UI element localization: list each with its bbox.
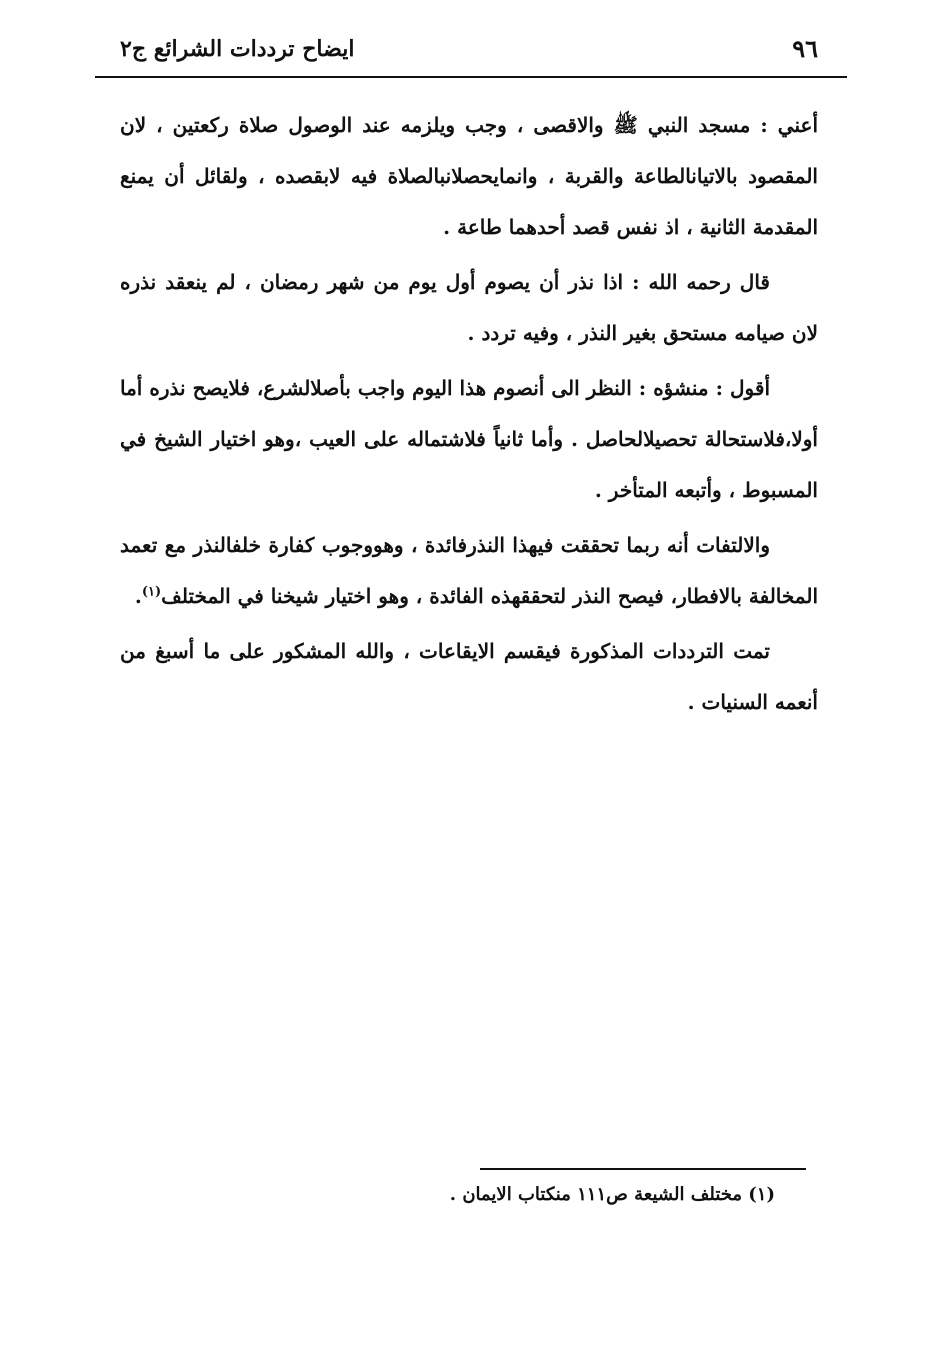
- footnote-reference: (١): [141, 584, 162, 600]
- paragraph-2: قال رحمه الله : اذا نذر أن يصوم أول يوم من شهر رمضان ، لم ينعقد نذره لان صيامه مستحق بغير النذر ، وفيه تردد .: [120, 270, 818, 345]
- paragraph-3: أقول : منشؤه : النظر الى أنصوم هذا اليوم واجب بأصلالشرع، فلايصح نذره أما أولا،فلاستحالة تحصيلالحاصل . وأما ثانياً فلاشتماله على العيب ،وهو اختيار الشيخ في المسبوط ، وأتبعه المتأخر .: [120, 376, 818, 502]
- header-divider: [95, 76, 847, 78]
- paragraph-4-text: والالتفات أنه ربما تحققت فيهذا النذرفائدة ، وهووجوب كفارة خلفالنذر مع تعمد المخالفة بالافطار، فيصح النذر لتحققهذه الفائدة ، وهو اختيار شيخنا في المختلف: [120, 533, 818, 608]
- page-number: ٩٦: [792, 34, 818, 63]
- paragraph-4-end: .: [134, 584, 142, 608]
- paragraph-5: تمت الترددات المذكورة فيقسم الايقاعات ، والله المشكور على ما أسبغ من أنعمه السنيات .: [120, 639, 818, 714]
- paragraph-4: [120, 520, 818, 622]
- running-title: ايضاح ترددات الشرائع ج٢: [120, 36, 355, 62]
- footnote: (١) مختلف الشيعة ص١١١ منكتاب الايمان .: [449, 1184, 775, 1205]
- main-text: [120, 100, 818, 732]
- footnote-divider: [480, 1168, 806, 1170]
- page-header: [120, 28, 840, 78]
- paragraph-1: أعني : مسجد النبي ﷺ والاقصى ، وجب ويلزمه عند الوصول صلاة ركعتين ، لان المقصود بالاتيانالطاعة والقربة ، وانمايحصلانبالصلاة فيه لابقصده ، ولقائل أن يمنع المقدمة الثانية ، اذ نفس قصد أحدهما طاعة .: [120, 113, 818, 239]
